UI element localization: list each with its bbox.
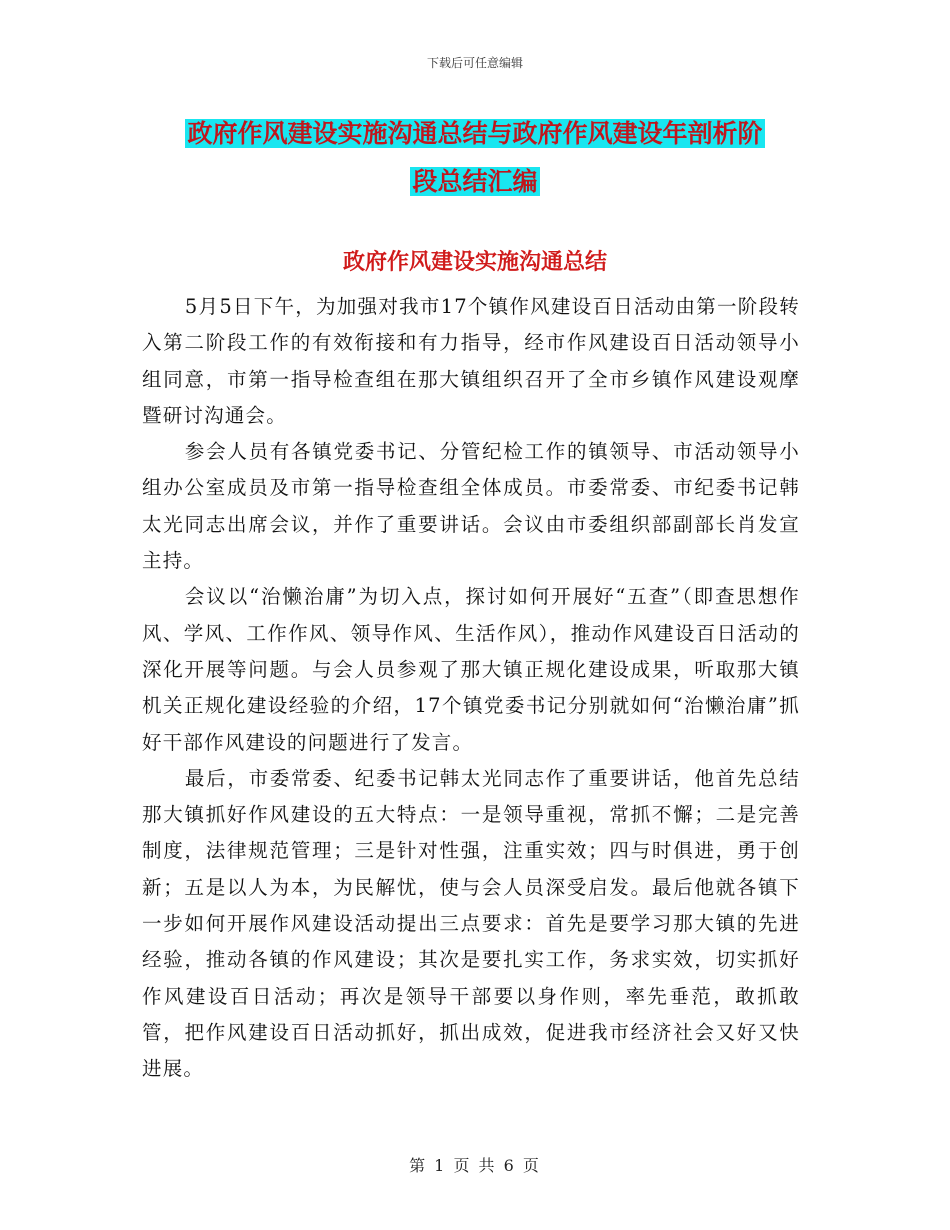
paragraph: 5月5日下午，为加强对我市17个镇作风建设百日活动由第一阶段转入第二阶段工作的有效衔接和有力指导，经市作风建设百日活动领导小组同意，市第一指导检查组在那大镇组织召开了全市乡镇作风建设观摩暨研讨沟通会。: [142, 295, 800, 427]
document-title-line-1: 政府作风建设实施沟通总结与政府作风建设年剖析阶: [187, 119, 763, 148]
body-text: [142, 289, 800, 1088]
document-title-line-2: 段总结汇编: [412, 167, 538, 196]
section-title: 政府作风建设实施沟通总结: [342, 249, 607, 275]
paragraph: 最后，市委常委、纪委书记韩太光同志作了重要讲话，他首先总结那大镇抓好作风建设的五大特点：一是领导重视，常抓不懈；二是完善制度，法律规范管理；三是针对性强，注重实效；四与时俱进，勇于创新；五是以人为本，为民解忧，使与会人员深受启发。最后他就各镇下一步如何开展作风建设活动提出三点要求：首先是要学习那大镇的先进经验，推动各镇的作风建设；其次是要扎实工作，务求实效，切实抓好作风建设百日活动；再次是领导干部要以身作则，率先垂范，敢抓敢管，把作风建设百日活动抓好，抓出成效，促进我市经济社会又好又快进展。: [142, 766, 800, 1081]
page-number: 第 1 页 共 6 页: [409, 1156, 541, 1175]
document-title: [140, 110, 810, 206]
paragraph: 参会人员有各镇党委书记、分管纪检工作的镇领导、市活动领导小组办公室成员及市第一指导检查组全体成员。市委常委、市纪委书记韩太光同志出席会议，并作了重要讲话。会议由市委组织部副部长肖发宣主持。: [142, 440, 800, 573]
paragraph: 会议以“治懒治庸”为切入点，探讨如何开展好“五查”（即查思想作风、学风、工作作风、领导作风、生活作风），推动作风建设百日活动的深化开展等问题。与会人员参观了那大镇正规化建设成果，听取那大镇机关正规化建设经验的介绍，17个镇党委书记分别就如何“治懒治庸”抓好干部作风建设的问题进行了发言。: [142, 585, 800, 754]
page-header: 下载后可任意编辑: [426, 56, 523, 70]
